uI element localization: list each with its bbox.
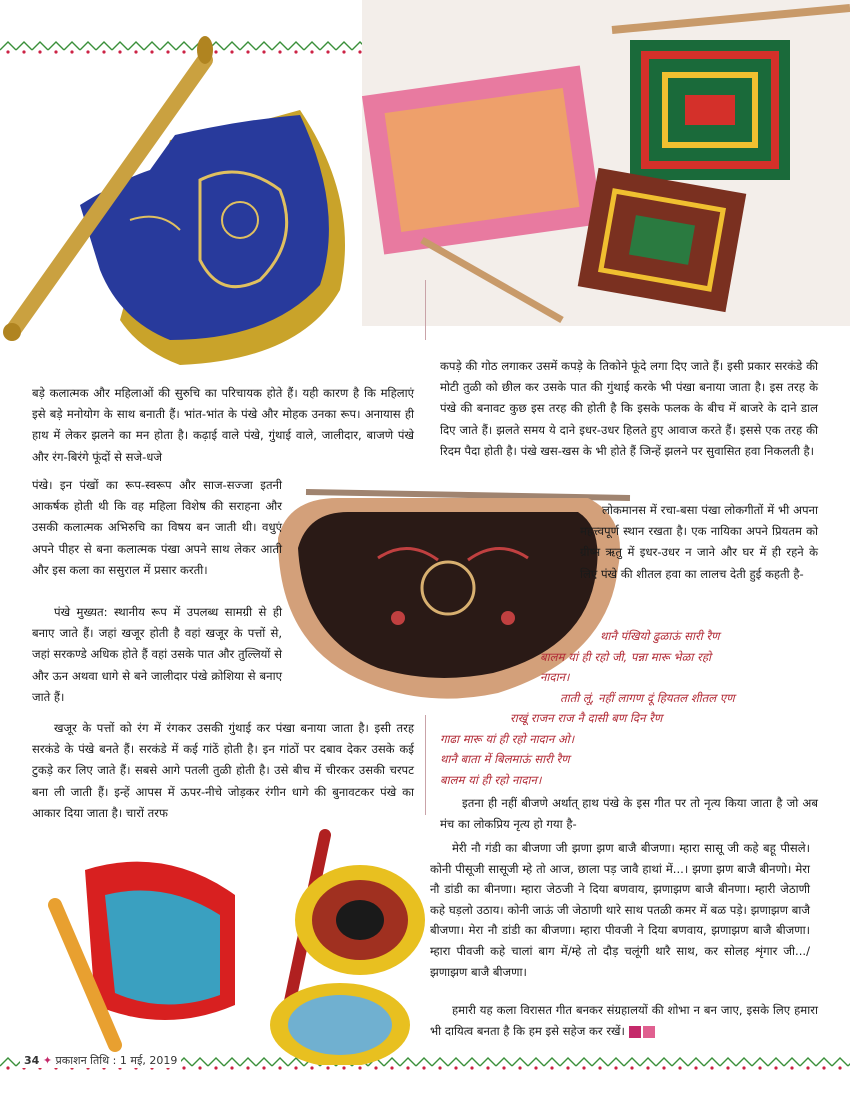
woven-bamboo-fans-image (362, 0, 850, 326)
right-column-para-4 (430, 1000, 818, 1042)
left-column-para-3 (32, 718, 414, 824)
poem-line: बालम यां ही रहो नादान। (440, 772, 542, 787)
left-column-para-2 (32, 602, 282, 708)
left-para-1: बड़े कलात्मक और महिलाओं की सुरुचि का परिचायक होते हैं। यही कारण है कि महिलाएं इसे बड़े मनोयोग के साथ बनाती हैं। भांत-भांत के पंखे और मोहक उनका रूप। अनायास ही हाथ में लेकर झलने का मन होता है। कढ़ाई वाले पंखे, गुंथाई वाले, जालीदार, बाजणे पंखे और रंग-बिरंगे फूंदों से सजे-धजे (32, 386, 414, 464)
left-para-3: खजूर के पत्तों को रंग में रंगकर उसकी गुंथाई कर पंखा बनाया जाता है। इसी तरह सरकंडे के पंखे बनते हैं। सरकंडे में कई गांठें होती है। इन गांठों पर दबाव देकर उसके कई टुकड़े कर लिए जाते हैं। सबसे आगे पतली तुळी होती है। उसे बीच में चीरकर उसकी चरपट बना ली जाती हैं। इन्हें आपस में ऊपर-नीचे जोड़कर रंगीन धागे की बुनावटकर पंखे का आकार दिया जाता है। चारों तरफ (32, 721, 414, 820)
left-para-1b: पंखे। इन पंखों का रूप-स्वरूप और साज-सज्जा इतनी आकर्षक होती थी कि वह महिला विशेष की सराहना और उसकी कलात्मक अभिरुचि का विषय बन जाती थी। वधुएं अपने पीहर से बना कलात्मक पंखा अपने साथ लेकर आती और इस कला का ससुराल में प्रसार करती। (32, 478, 282, 577)
blue-embroidered-fan-image (0, 20, 372, 372)
right-column-para-2 (580, 500, 818, 585)
poem-line: थानै पंखियो ढुळाऊं सारी रैण (600, 629, 720, 643)
left-column-para-1b (32, 475, 282, 581)
left-column-para-1 (32, 383, 414, 468)
poem-line: नादान। (540, 670, 570, 684)
end-marker-icon (629, 1026, 641, 1038)
right-column-para-3 (440, 793, 818, 835)
publication-date: प्रकाशन तिथि : 1 मई, 2019 (55, 1054, 178, 1067)
song-text: मेरी नौ गंडी का बीजणा जी झणा झण बाजै बीजणा। म्हारा सासू जी कहे बहू पीसले। कोनी पीसूजी सासूजी म्हे तो आज, छाला पड़ जावै हाथां में...। झणा झण बाजै बीनणो। मेरा नौ डांडी का बीनणा। म्हारा जेठजी ने दिया बणवाय, झणाझण बाजै बीनणा। म्हारी जेठाणी कहे घड़लो उठाय। कोनी जाऊं जी जेठाणी थारे साथ पतळी कमर में बळ पड़े। झणाझण बाजै बीजणा। मेरा नौ डांडी का बीजणा। म्हारा पीवजी ने दिया बणवाय, झणाझण बाजै बीजणा। म्हारा पीवजी कहे चालां बाग में/म्हे तो दौड़ चलूंगी थारै साथ, कर सोलह शृंगार जी.../झणाझण बाजै बीजणा। (430, 841, 810, 979)
poem-line: राखूं राजन राज नै दासी बण दिन रैण (510, 711, 663, 725)
poem-line: गाढा मारू यां ही रहो नादान ओ। (440, 731, 575, 746)
dance-song-text (430, 838, 810, 982)
page-footer (20, 1053, 181, 1068)
poem-line: ताती लूं, नहीं लागण दूं हियतल शीतल एण (560, 690, 735, 705)
right-para-4 (430, 1000, 818, 1042)
page-number: 34 (24, 1054, 40, 1067)
poem-line: बालम यां ही रहो जी, पन्ना मारू भेळा रहो (540, 649, 711, 664)
round-decorated-fans-image (25, 825, 425, 1065)
column-divider-lower (425, 715, 426, 815)
folk-song-verse (440, 626, 840, 790)
closing-text: हमारी यह कला विरासत गीत बनकर संग्रहालयों की शोभा न बन जाए, इसके लिए हमारा भी दायित्व बनता है कि हम इसे सहेज कर रखें। (430, 1003, 818, 1039)
right-column-para-1 (440, 356, 818, 462)
publication-logo-icon: ✦ (42, 1054, 53, 1067)
left-para-2: पंखे मुख्यत: स्थानीय रूप में उपलब्ध सामग्री से ही बनाए जाते हैं। जहां खजूर होती है वहां खजूर के पत्तों से, जहां सरकण्डे अधिक होते हैं वहां उसके पात और तुल्लियों से और ऊन अथवा धागे से बने जालीदार पंखे क्रोशिया से बनाए जाते हैं। (32, 605, 282, 704)
right-para-2: लोकमानस में रचा-बसा पंखा लोकगीतों में भी अपना महत्त्वपूर्ण स्थान रखता है। एक नायिका अपने प्रियतम को ग्रीष्म ऋतु में इधर-उधर न जाने और घर में ही रहने के लिए पंखे की शीतल हवा का लालच देती हुई कहती है- (580, 503, 818, 581)
right-para-3: इतना ही नहीं बीजणे अर्थात् हाथ पंखे के इस गीत पर तो नृत्य किया जाता है जो अब मंच का लोकप्रिय नृत्य हो गया है- (440, 796, 818, 832)
right-para-1: कपड़े की गोठ लगाकर उसमें कपड़े के तिकोने फूंदे लगा दिए जाते हैं। इसी प्रकार सरकंडे की मोटी तुळी को छील कर उसके पात की गुंथाई करके भी पंखा बनाया जाता है। इस तरह के पंखे की बनावट कुछ इस तरह की होती है कि इसके फलक के बीच में बाजरे के दाने डाल दिए जाते हैं। झलते समय ये दाने इधर-उधर हिलते हुए आवाज करते हैं। इससे एक तरह की रिदम पैदा होती है। पंखे खस-खस के भी होते हैं जिन्हें झलने पर सुवासित हवा निकलती है। (440, 359, 818, 458)
poem-line: थानै बाता में बिलमाऊं सारी रैण (440, 752, 570, 766)
end-marker-icon (643, 1026, 655, 1038)
column-divider (425, 280, 426, 340)
